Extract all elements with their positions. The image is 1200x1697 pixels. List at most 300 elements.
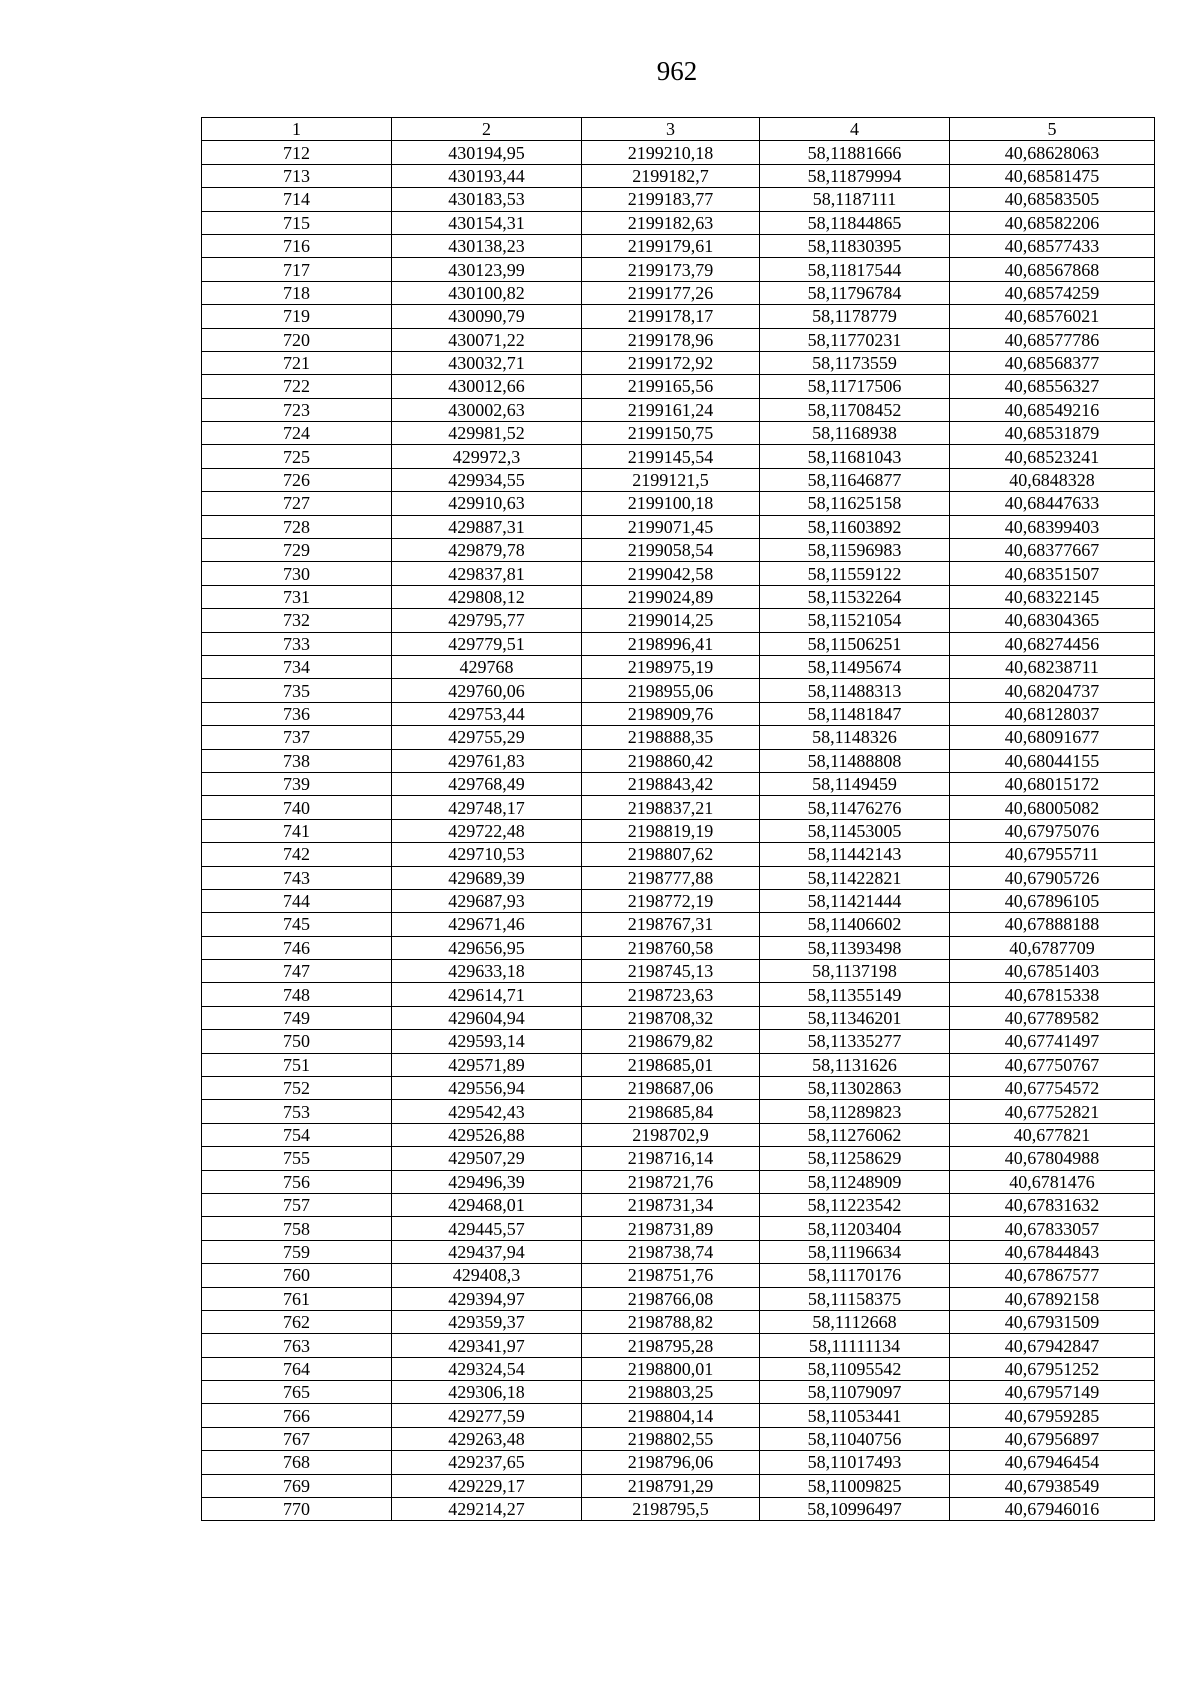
table-cell: 429981,52: [392, 422, 582, 445]
table-cell: 2199042,58: [582, 562, 760, 585]
table-cell: 2199173,79: [582, 258, 760, 281]
table-cell: 770: [202, 1498, 392, 1521]
table-cell: 58,1168938: [760, 422, 950, 445]
table-cell: 58,11796784: [760, 281, 950, 304]
table-cell: 58,11422821: [760, 866, 950, 889]
table-cell: 40,68581475: [950, 164, 1155, 187]
table-cell: 58,11158375: [760, 1287, 950, 1310]
table-cell: 753: [202, 1100, 392, 1123]
table-cell: 430183,53: [392, 188, 582, 211]
table-cell: 429556,94: [392, 1077, 582, 1100]
table-cell: 724: [202, 422, 392, 445]
table-cell: 430071,22: [392, 328, 582, 351]
table-row: [202, 1100, 1155, 1123]
table-row: [202, 422, 1155, 445]
table-cell: 752: [202, 1077, 392, 1100]
table-row: [202, 211, 1155, 234]
table-cell: 718: [202, 281, 392, 304]
table-cell: 58,11442143: [760, 843, 950, 866]
table-cell: 721: [202, 351, 392, 374]
table-cell: 429671,46: [392, 913, 582, 936]
table-cell: 40,67942847: [950, 1334, 1155, 1357]
table-cell: 40,68274456: [950, 632, 1155, 655]
table-cell: 40,67892158: [950, 1287, 1155, 1310]
table-cell: 58,11476276: [760, 796, 950, 819]
table-cell: 58,11346201: [760, 1006, 950, 1029]
table-cell: 735: [202, 679, 392, 702]
table-cell: 40,67905726: [950, 866, 1155, 889]
table-cell: 40,67896105: [950, 889, 1155, 912]
table-cell: 58,11506251: [760, 632, 950, 655]
table-cell: 58,11844865: [760, 211, 950, 234]
table-cell: 58,11196634: [760, 1240, 950, 1263]
table-cell: 429755,29: [392, 726, 582, 749]
table-cell: 713: [202, 164, 392, 187]
table-cell: 720: [202, 328, 392, 351]
table-cell: 40,68238711: [950, 655, 1155, 678]
table-cell: 2198955,06: [582, 679, 760, 702]
table-cell: 58,11421444: [760, 889, 950, 912]
column-header: 3: [582, 118, 760, 141]
table-row: [202, 1427, 1155, 1450]
table-cell: 429542,43: [392, 1100, 582, 1123]
table-row: [202, 702, 1155, 725]
table-cell: 40,68351507: [950, 562, 1155, 585]
table-cell: 429808,12: [392, 585, 582, 608]
table-cell: 430194,95: [392, 141, 582, 164]
table-cell: 58,11053441: [760, 1404, 950, 1427]
table-row: [202, 913, 1155, 936]
table-cell: 40,68128037: [950, 702, 1155, 725]
table-cell: 58,11258629: [760, 1147, 950, 1170]
table-cell: 40,67833057: [950, 1217, 1155, 1240]
table-cell: 58,11302863: [760, 1077, 950, 1100]
table-cell: 58,11248909: [760, 1170, 950, 1193]
table-cell: 58,1187111: [760, 188, 950, 211]
table-cell: 733: [202, 632, 392, 655]
table-cell: 58,11488313: [760, 679, 950, 702]
table-cell: 40,67851403: [950, 960, 1155, 983]
table-cell: 429437,94: [392, 1240, 582, 1263]
table-row: [202, 164, 1155, 187]
table-cell: 2198996,41: [582, 632, 760, 655]
table-cell: 756: [202, 1170, 392, 1193]
table-cell: 2198731,34: [582, 1193, 760, 1216]
table-cell: 714: [202, 188, 392, 211]
table-cell: 58,11681043: [760, 445, 950, 468]
table-row: [202, 679, 1155, 702]
table-cell: 58,11770231: [760, 328, 950, 351]
table-row: [202, 1287, 1155, 1310]
table-cell: 58,11111134: [760, 1334, 950, 1357]
table-cell: 755: [202, 1147, 392, 1170]
table-cell: 750: [202, 1030, 392, 1053]
table-cell: 40,68523241: [950, 445, 1155, 468]
table-row: [202, 1077, 1155, 1100]
table-cell: 2198807,62: [582, 843, 760, 866]
table-cell: 2198716,14: [582, 1147, 760, 1170]
table-cell: 40,68556327: [950, 375, 1155, 398]
table-cell: 429656,95: [392, 936, 582, 959]
table-cell: 40,67789582: [950, 1006, 1155, 1029]
table-cell: 429753,44: [392, 702, 582, 725]
table-cell: 2199121,5: [582, 468, 760, 491]
table-cell: 40,68005082: [950, 796, 1155, 819]
table-cell: 429468,01: [392, 1193, 582, 1216]
table-row: [202, 539, 1155, 562]
table-cell: 429359,37: [392, 1310, 582, 1333]
table-row: [202, 1170, 1155, 1193]
table-row: [202, 1264, 1155, 1287]
table-cell: 429633,18: [392, 960, 582, 983]
table-cell: 730: [202, 562, 392, 585]
table-cell: 2198796,06: [582, 1451, 760, 1474]
table-cell: 722: [202, 375, 392, 398]
table-row: [202, 492, 1155, 515]
table-cell: 2198837,21: [582, 796, 760, 819]
table-row: [202, 655, 1155, 678]
table-cell: 429689,39: [392, 866, 582, 889]
table-cell: 2198843,42: [582, 772, 760, 795]
table-cell: 58,11095542: [760, 1357, 950, 1380]
table-cell: 2198679,82: [582, 1030, 760, 1053]
table-row: [202, 796, 1155, 819]
table-cell: 429306,18: [392, 1381, 582, 1404]
table-cell: 754: [202, 1123, 392, 1146]
table-cell: 429324,54: [392, 1357, 582, 1380]
table-cell: 58,11596983: [760, 539, 950, 562]
table-cell: 58,11559122: [760, 562, 950, 585]
table-cell: 751: [202, 1053, 392, 1076]
table-row: [202, 328, 1155, 351]
table-cell: 763: [202, 1334, 392, 1357]
table-cell: 723: [202, 398, 392, 421]
table-cell: 715: [202, 211, 392, 234]
table-cell: 429408,3: [392, 1264, 582, 1287]
table-cell: 40,68399403: [950, 515, 1155, 538]
table-row: [202, 445, 1155, 468]
table-cell: 2198685,01: [582, 1053, 760, 1076]
table-row: [202, 936, 1155, 959]
table-cell: 58,11276062: [760, 1123, 950, 1146]
column-header: 4: [760, 118, 950, 141]
table-cell: 744: [202, 889, 392, 912]
table-cell: 40,68322145: [950, 585, 1155, 608]
table-cell: 747: [202, 960, 392, 983]
table-cell: 40,68628063: [950, 141, 1155, 164]
table-cell: 58,11289823: [760, 1100, 950, 1123]
table-row: [202, 1053, 1155, 1076]
column-header: 5: [950, 118, 1155, 141]
table-row: [202, 234, 1155, 257]
table-row: [202, 749, 1155, 772]
table-row: [202, 1123, 1155, 1146]
table-cell: 760: [202, 1264, 392, 1287]
table-cell: 58,11017493: [760, 1451, 950, 1474]
table-row: [202, 726, 1155, 749]
table-cell: 2199024,89: [582, 585, 760, 608]
table-cell: 40,67831632: [950, 1193, 1155, 1216]
table-cell: 58,11009825: [760, 1474, 950, 1497]
table-row: [202, 585, 1155, 608]
table-cell: 737: [202, 726, 392, 749]
table-cell: 40,67975076: [950, 819, 1155, 842]
table-row: [202, 468, 1155, 491]
table-cell: 734: [202, 655, 392, 678]
table-row: [202, 1498, 1155, 1521]
table-cell: 758: [202, 1217, 392, 1240]
table-row: [202, 866, 1155, 889]
table-cell: 40,67750767: [950, 1053, 1155, 1076]
table-cell: 40,67938549: [950, 1474, 1155, 1497]
table-cell: 40,68577433: [950, 234, 1155, 257]
table-cell: 58,11646877: [760, 468, 950, 491]
table-cell: 2199172,92: [582, 351, 760, 374]
table-cell: 2198760,58: [582, 936, 760, 959]
table-cell: 58,11223542: [760, 1193, 950, 1216]
table-cell: 429237,65: [392, 1451, 582, 1474]
table-cell: 430154,31: [392, 211, 582, 234]
table-cell: 2198702,9: [582, 1123, 760, 1146]
table-cell: 717: [202, 258, 392, 281]
table-cell: 2198803,25: [582, 1381, 760, 1404]
table-row: [202, 772, 1155, 795]
table-cell: 58,1149459: [760, 772, 950, 795]
table-cell: 40,67844843: [950, 1240, 1155, 1263]
table-cell: 58,11355149: [760, 983, 950, 1006]
table-row: [202, 819, 1155, 842]
table-cell: 2199182,7: [582, 164, 760, 187]
table-cell: 429748,17: [392, 796, 582, 819]
table-cell: 2198888,35: [582, 726, 760, 749]
table-cell: 40,67888188: [950, 913, 1155, 936]
table-cell: 40,67946016: [950, 1498, 1155, 1521]
table-cell: 2199210,18: [582, 141, 760, 164]
table-cell: 58,11406602: [760, 913, 950, 936]
table-row: [202, 1006, 1155, 1029]
table-cell: 2199145,54: [582, 445, 760, 468]
table-cell: 429263,48: [392, 1427, 582, 1450]
table-cell: 430138,23: [392, 234, 582, 257]
table-cell: 58,11170176: [760, 1264, 950, 1287]
table-cell: 58,11881666: [760, 141, 950, 164]
table-cell: 58,11335277: [760, 1030, 950, 1053]
table-cell: 429779,51: [392, 632, 582, 655]
table-cell: 430002,63: [392, 398, 582, 421]
table-cell: 429214,27: [392, 1498, 582, 1521]
table-row: [202, 1474, 1155, 1497]
table-cell: 2198708,32: [582, 1006, 760, 1029]
table-cell: 58,11603892: [760, 515, 950, 538]
table-cell: 2198788,82: [582, 1310, 760, 1333]
table-cell: 742: [202, 843, 392, 866]
table-cell: 40,68304365: [950, 609, 1155, 632]
table-cell: 58,1178779: [760, 305, 950, 328]
table-cell: 2199071,45: [582, 515, 760, 538]
table-cell: 40,67956897: [950, 1427, 1155, 1450]
column-header: 2: [392, 118, 582, 141]
table-row: [202, 258, 1155, 281]
table-cell: 40,68577786: [950, 328, 1155, 351]
table-cell: 2198860,42: [582, 749, 760, 772]
table-row: [202, 562, 1155, 585]
table-cell: 40,68567868: [950, 258, 1155, 281]
table-cell: 40,67951252: [950, 1357, 1155, 1380]
table-row: [202, 609, 1155, 632]
table-cell: 2198751,76: [582, 1264, 760, 1287]
table-cell: 429526,88: [392, 1123, 582, 1146]
table-cell: 429972,3: [392, 445, 582, 468]
page-number: 962: [656, 56, 698, 86]
table-cell: 429394,97: [392, 1287, 582, 1310]
table-cell: 40,68377667: [950, 539, 1155, 562]
table-cell: 40,68574259: [950, 281, 1155, 304]
table-cell: 40,68531879: [950, 422, 1155, 445]
table-cell: 740: [202, 796, 392, 819]
table-cell: 745: [202, 913, 392, 936]
table-cell: 40,6781476: [950, 1170, 1155, 1193]
table-cell: 40,68576021: [950, 305, 1155, 328]
column-header: 1: [202, 118, 392, 141]
table-row: [202, 1334, 1155, 1357]
table-cell: 429760,06: [392, 679, 582, 702]
table-cell: 58,11453005: [760, 819, 950, 842]
table-cell: 429604,94: [392, 1006, 582, 1029]
table-row: [202, 188, 1155, 211]
table-cell: 429710,53: [392, 843, 582, 866]
table-cell: 58,1148326: [760, 726, 950, 749]
table-row: [202, 515, 1155, 538]
table-cell: 40,68015172: [950, 772, 1155, 795]
table-cell: 739: [202, 772, 392, 795]
table-cell: 2199014,25: [582, 609, 760, 632]
table-row: [202, 141, 1155, 164]
table-cell: 2199182,63: [582, 211, 760, 234]
table-cell: 40,67959285: [950, 1404, 1155, 1427]
table-cell: 40,67946454: [950, 1451, 1155, 1474]
table-cell: 2199177,26: [582, 281, 760, 304]
table-cell: 40,68091677: [950, 726, 1155, 749]
table-cell: 40,67957149: [950, 1381, 1155, 1404]
table-row: [202, 1310, 1155, 1333]
table-cell: 2199161,24: [582, 398, 760, 421]
table-cell: 429445,57: [392, 1217, 582, 1240]
table-cell: 40,68583505: [950, 188, 1155, 211]
table-cell: 2199150,75: [582, 422, 760, 445]
table-row: [202, 1451, 1155, 1474]
table-cell: 430123,99: [392, 258, 582, 281]
table-cell: 2199100,18: [582, 492, 760, 515]
table-cell: 58,11481847: [760, 702, 950, 725]
table-cell: 58,11708452: [760, 398, 950, 421]
table-cell: 58,11830395: [760, 234, 950, 257]
table-cell: 2199179,61: [582, 234, 760, 257]
table-row: [202, 889, 1155, 912]
table-cell: 429571,89: [392, 1053, 582, 1076]
table-cell: 58,11717506: [760, 375, 950, 398]
table-row: [202, 960, 1155, 983]
table-cell: 429341,97: [392, 1334, 582, 1357]
table-cell: 429507,29: [392, 1147, 582, 1170]
table-cell: 429768: [392, 655, 582, 678]
table-cell: 58,11521054: [760, 609, 950, 632]
table-cell: 40,67754572: [950, 1077, 1155, 1100]
table-cell: 40,67867577: [950, 1264, 1155, 1287]
table-cell: 429837,81: [392, 562, 582, 585]
table-cell: 429614,71: [392, 983, 582, 1006]
coordinates-table: [201, 117, 1155, 1521]
table-cell: 430090,79: [392, 305, 582, 328]
table-row: [202, 1217, 1155, 1240]
table-cell: 40,68044155: [950, 749, 1155, 772]
table-cell: 729: [202, 539, 392, 562]
table-cell: 429934,55: [392, 468, 582, 491]
table-cell: 731: [202, 585, 392, 608]
table-row: [202, 983, 1155, 1006]
table-row: [202, 1193, 1155, 1216]
table-cell: 429687,93: [392, 889, 582, 912]
table-cell: 2198909,76: [582, 702, 760, 725]
table-cell: 727: [202, 492, 392, 515]
table-row: [202, 843, 1155, 866]
table-cell: 749: [202, 1006, 392, 1029]
table-row: [202, 1240, 1155, 1263]
table-cell: 726: [202, 468, 392, 491]
table-cell: 2198975,19: [582, 655, 760, 678]
table-cell: 58,11079097: [760, 1381, 950, 1404]
table-cell: 58,11817544: [760, 258, 950, 281]
table-cell: 741: [202, 819, 392, 842]
table-cell: 40,67752821: [950, 1100, 1155, 1123]
table-cell: 2198772,19: [582, 889, 760, 912]
table-cell: 429761,83: [392, 749, 582, 772]
table-cell: 2198687,06: [582, 1077, 760, 1100]
table-row: [202, 281, 1155, 304]
table-cell: 429593,14: [392, 1030, 582, 1053]
table-cell: 58,1112668: [760, 1310, 950, 1333]
table-cell: 40,6787709: [950, 936, 1155, 959]
table-cell: 2199178,17: [582, 305, 760, 328]
table-cell: 2198795,28: [582, 1334, 760, 1357]
table-cell: 40,67955711: [950, 843, 1155, 866]
table-cell: 759: [202, 1240, 392, 1263]
table-cell: 429768,49: [392, 772, 582, 795]
table-cell: 2198738,74: [582, 1240, 760, 1263]
table-cell: 40,68549216: [950, 398, 1155, 421]
table-cell: 40,6848328: [950, 468, 1155, 491]
table-cell: 430100,82: [392, 281, 582, 304]
table-cell: 2198802,55: [582, 1427, 760, 1450]
table-cell: 429722,48: [392, 819, 582, 842]
table-cell: 738: [202, 749, 392, 772]
table-row: [202, 398, 1155, 421]
table-cell: 2198731,89: [582, 1217, 760, 1240]
table-cell: 768: [202, 1451, 392, 1474]
table-cell: 728: [202, 515, 392, 538]
table-cell: 429910,63: [392, 492, 582, 515]
table-cell: 764: [202, 1357, 392, 1380]
table-cell: 712: [202, 141, 392, 164]
table-cell: 767: [202, 1427, 392, 1450]
table-cell: 766: [202, 1404, 392, 1427]
table-cell: 40,67804988: [950, 1147, 1155, 1170]
table-cell: 40,68582206: [950, 211, 1155, 234]
table-cell: 2199183,77: [582, 188, 760, 211]
table-row: [202, 1030, 1155, 1053]
table-cell: 40,68204737: [950, 679, 1155, 702]
table-cell: 40,67815338: [950, 983, 1155, 1006]
table-cell: 58,10996497: [760, 1498, 950, 1521]
